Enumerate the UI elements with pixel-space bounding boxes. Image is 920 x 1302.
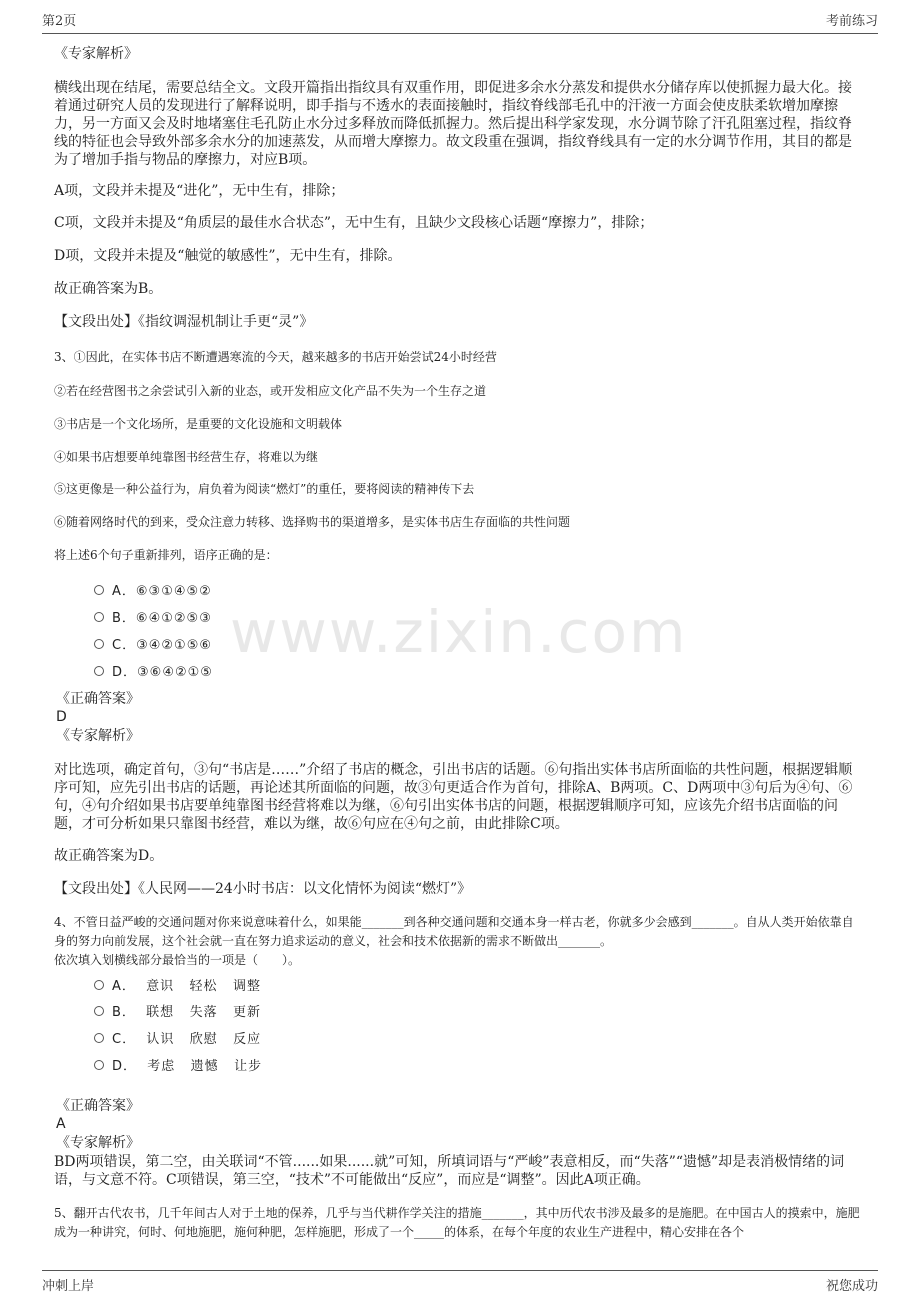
q3-option-a-label: A．⑥③①④⑤② xyxy=(112,584,212,599)
q3-option-d-label: D．③⑥④②①⑤ xyxy=(112,665,213,680)
footer-right: 祝您成功 xyxy=(825,1279,878,1294)
q4-option-c[interactable] xyxy=(94,1028,261,1047)
q4-answer: A xyxy=(56,1116,66,1132)
q4-expert-label: 《专家解析》 xyxy=(56,1135,140,1151)
q4-option-d-label: D． 考虑 遗憾 让步 xyxy=(112,1059,263,1074)
q4-option-a-label: A． 意识 轻松 调整 xyxy=(112,979,261,994)
q3-option-b-label: B．⑥④①②⑤③ xyxy=(112,611,212,626)
radio-icon[interactable] xyxy=(94,1006,104,1016)
q3-sentence-4: ④如果书店想要单纯靠图书经营生存，将难以为继 xyxy=(54,450,319,464)
q3-option-c[interactable] xyxy=(94,634,212,653)
q2-source: 【文段出处】《指纹调湿机制让手更“灵”》 xyxy=(54,314,314,330)
radio-icon[interactable] xyxy=(94,1060,104,1070)
q4-option-c-label: C． 认识 欣慰 反应 xyxy=(112,1032,262,1047)
q3-conclusion: 故正确答案为D。 xyxy=(54,848,164,864)
q2-option-a-note: A项，文段并未提及“进化”，无中生有，排除； xyxy=(54,183,345,199)
q4-analysis: BD两项错误，第二空，由关联词“不管......如果......就”可知，所填词语与“严峻”表意相反，而“失落”“遗憾”却是表消极情绪的词语，与文意不符。C项错误，第三空，“技术”不可能做出“反应”，而应是“调整”。因此A项正确。 xyxy=(54,1154,845,1188)
radio-icon[interactable] xyxy=(94,639,104,649)
q2-analysis: 横线出现在结尾，需要总结全文。文段开篇指出指纹具有双重作用，即促进多余水分蒸发和提供水分储存库以使抓握力最大化。接着通过研究人员的发现进行了解释说明，即手指与不透水的表面接触时，指纹脊线部毛孔中的汗液一方面会使皮肤柔软增加摩擦力，另一方面又会及时地堵塞住毛孔防止水分过多释放而降低抓握力。然后提出科学家发现，水分调节除了汗孔阻塞过程，指纹脊线的特征也会导致外部多余水分的加速蒸发，从而增大摩擦力。故文段重在强调，指纹脊线具有一定的水分调节作用，其目的都是为了增加手指与物品的摩擦力，对应B项。 xyxy=(54,80,852,168)
header-title: 考前练习 xyxy=(825,14,878,29)
q3-sentence-1: 3、①因此，在实体书店不断遭遇寒流的今天，越来越多的书店开始尝试24小时经营 xyxy=(54,350,497,364)
q3-option-a[interactable] xyxy=(94,580,212,599)
q2-option-c-note: C项，文段并未提及“角质层的最佳水合状态”，无中生有，且缺少文段核心话题“摩擦力”，排除； xyxy=(54,215,654,231)
radio-icon[interactable] xyxy=(94,612,104,622)
radio-icon[interactable] xyxy=(94,980,104,990)
q3-prompt: 将上述6个句子重新排列，语序正确的是： xyxy=(54,548,278,562)
q4-option-b[interactable] xyxy=(94,1001,261,1020)
q4-answer-label: 《正确答案》 xyxy=(56,1098,140,1114)
q3-expert-label: 《专家解析》 xyxy=(56,728,140,744)
q5-stem: 5、翻开古代农书，几千年间古人对于土地的保养，几乎与当代耕作学关注的措施_______，其中历代农书涉及最多的是施肥。在中国古人的摸索中，施肥成为一种讲究，何时、何地施肥，施何种肥，怎样施肥，形成了一个_____的体系，在每个年度的农业生产进程中，精心安排在各个 xyxy=(54,1206,860,1239)
q4-option-b-label: B． 联想 失落 更新 xyxy=(112,1005,261,1020)
q2-option-d-note: D项，文段并未提及“触觉的敏感性”，无中生有，排除。 xyxy=(54,248,402,264)
radio-icon[interactable] xyxy=(94,666,104,676)
q4-stem: 4、不管日益严峻的交通问题对你来说意味着什么，如果能_______到各种交通问题和交通本身一样古老，你就多少会感到_______。自从人类开始依靠自身的努力向前发展，这个社会就一直在努力追求运动的意义，社会和技术依据新的需求不断做出_______。 xyxy=(54,915,854,948)
q3-sentence-3: ③书店是一个文化场所，是重要的文化设施和文明载体 xyxy=(54,417,343,431)
q2-conclusion: 故正确答案为B。 xyxy=(54,281,163,297)
page-footer xyxy=(42,1270,878,1294)
q3-option-c-label: C．③④②①⑤⑥ xyxy=(112,638,213,653)
radio-icon[interactable] xyxy=(94,585,104,595)
q4-prompt: 依次填入划横线部分最恰当的一项是（ ）。 xyxy=(54,953,301,967)
q4-option-a[interactable] xyxy=(94,975,261,994)
q2-expert-label: 《专家解析》 xyxy=(54,46,138,62)
q3-sentence-2: ②若在经营图书之余尝试引入新的业态，或开发相应文化产品不失为一个生存之道 xyxy=(54,384,487,398)
page-header xyxy=(42,10,878,34)
q3-source: 【文段出处】《人民网——24小时书店：以文化情怀为阅读“燃灯”》 xyxy=(54,881,472,897)
q3-option-d[interactable] xyxy=(94,661,213,680)
footer-left: 冲刺上岸 xyxy=(42,1279,95,1294)
watermark: www.zixin.com xyxy=(230,598,688,666)
q3-answer-label: 《正确答案》 xyxy=(56,691,140,707)
q3-option-b[interactable] xyxy=(94,607,212,626)
q3-sentence-6: ⑥随着网络时代的到来，受众注意力转移、选择购书的渠道增多，是实体书店生存面临的共性问题 xyxy=(54,515,571,529)
q4-option-d[interactable] xyxy=(94,1055,262,1074)
q3-sentence-5: ⑤这更像是一种公益行为，肩负着为阅读“燃灯”的重任，要将阅读的精神传下去 xyxy=(54,482,475,496)
q3-answer: D xyxy=(56,709,67,725)
page-number: 第2页 xyxy=(42,14,77,29)
radio-icon[interactable] xyxy=(94,1033,104,1043)
q3-analysis: 对比选项，确定首句，③句“书店是……”介绍了书店的概念，引出书店的话题。⑥句指出实体书店所面临的共性问题，根据逻辑顺序可知，应先引出书店的话题，再论述其所面临的问题，故③句更适合作为首句，排除A、B两项。C、D两项中③句后为④句、⑥句，④句介绍如果书店要单纯靠图书经营将难以为继，⑥句引出实体书店的问题，根据逻辑顺序可知，应该先介绍书店面临的问题，才可分析如果只靠图书经营，难以为继，故⑥句应在④句之前，由此排除C项。 xyxy=(54,762,853,832)
